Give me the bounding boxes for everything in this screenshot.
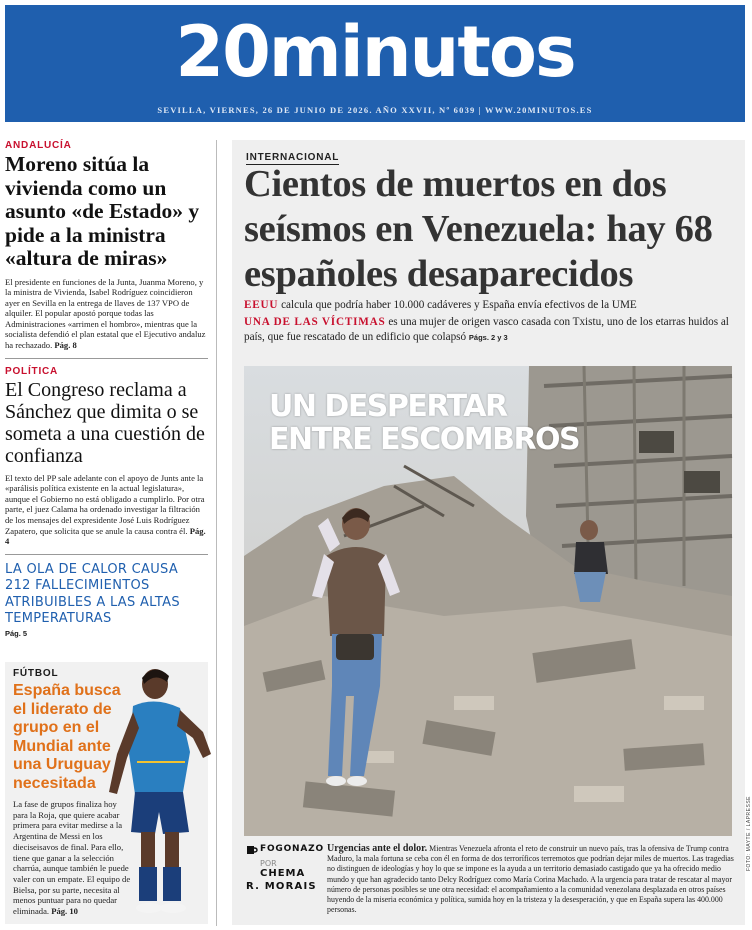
divider — [5, 554, 208, 555]
column-divider — [216, 140, 217, 926]
main-subhead-2 — [244, 315, 738, 345]
main-story — [232, 140, 752, 925]
fogonazo-lead: Urgencias ante el dolor. — [327, 843, 428, 854]
divider — [5, 358, 208, 359]
sub1-text: calcula que podría haber 10.000 cadáveres y España envía efectivos de la UME — [281, 299, 637, 311]
futbol-box — [5, 662, 208, 924]
story2-page: Pág. 4 — [5, 525, 206, 547]
dateline: SEVILLA, VIERNES, 26 DE JUNIO DE 2026. AÑO XXVII, Nº 6039 | WWW.20MINUTOS.ES — [157, 105, 593, 115]
author-first: CHEMA — [260, 868, 306, 879]
mug-icon — [246, 844, 258, 856]
author-last: R. MORAIS — [246, 881, 317, 892]
fogonazo-byline — [246, 844, 324, 892]
fogonazo-by: POR CHEMA — [260, 859, 306, 879]
story2-body: El texto del PP sale adelante con el apoyo de Junts ante la «parálisis política existente en la actual legislatura», aunque el Gobierno no está obligado a cumplirlo. Por otra parte, el juez Calama ha ordenado investigar la filtración de los mensajes del expresidente José Luis Rodríguez Zapatero, que solicita que se anule la causa contra él. Pág. 4 — [5, 472, 206, 547]
main-kicker: INTERNACIONAL — [246, 152, 340, 163]
photo-overlay — [269, 390, 579, 456]
story1-headline[interactable]: Moreno sitúa la vivienda como un asunto «de Estado» y pide a la ministra «altura de miras» — [5, 152, 200, 270]
overlay-line-1: UN DESPERTAR — [269, 389, 507, 424]
story1-body: El presidente en funciones de la Junta, Juanma Moreno, y la ministra de Vivienda, Isabel Rodríguez coincidieron ayer en Sevilla en la entrega de llaves de 137 VPO de alquiler. El popular apostó porque todas las Administraciones «arrimen el hombro», mientras que la socialista defendió el plan estatal que el Ejecutivo andaluz ha rechazado. Pág. 8 — [5, 276, 206, 351]
futbol-text — [13, 668, 131, 917]
story1-page: Pág. 8 — [54, 340, 77, 351]
overlay-line-2: ENTRE ESCOMBROS — [269, 422, 580, 457]
sub2-text: es una mujer de origen vasco casada con Txistu, uno de los etarras huidos al país, que fue rescatado de un edificio que colapsó — [244, 316, 729, 343]
futbol-page: Pág. 10 — [51, 906, 78, 917]
story1-kicker: ANDALUCÍA — [5, 140, 72, 151]
story2-kicker: POLÍTICA — [5, 365, 59, 377]
futbol-headline[interactable]: España busca el liderato de grupo en el Mundial ante una Uruguay necesitada — [13, 682, 121, 792]
left-column — [5, 140, 208, 638]
story3-headline[interactable]: LA OLA DE CALOR CAUSA 212 FALLECIMIENTOS ATRIBUIBLES A LAS ALTAS TEMPERATURAS — [5, 561, 180, 627]
sub2-lead: UNA DE LAS VÍCTIMAS — [244, 316, 386, 328]
photo-credit: FOTO: MAYTE / LAPRESSE — [746, 796, 752, 871]
sub1-lead: EEUU — [244, 299, 279, 311]
story3-page: Pág. 5 — [5, 628, 28, 638]
fogonazo-body: Mientras Venezuela afronta el reto de construir un nuevo país, tras la ofensiva de Trump contra Maduro, la mala fortuna se ceba con él en forma de dos terroríficos terremotos que podrían dejar miles de muertos. Las tragedias no distinguen de ideologías y hoy lo que se impone es la ayuda a un territorio demasiado castigado que ya ha ofrecido medio mundo y que han agradecido tanto Delcy Rodríguez como María Corina Machado. A la urgencia para tratar de rescatar al mayor número de personas posibles se une otra necesidad: el acompañamiento a la comunidad venezolana desplazada en otros países huyendo de la miseria económica y política, sumida hoy en la tristeza y la desesperación, y que en España supera las 400.000 personas. — [327, 844, 734, 915]
story2-headline[interactable]: El Congreso reclama a Sánchez que dimita o se someta a una cuestión de confianza — [5, 378, 205, 467]
fogonazo-text — [327, 844, 735, 915]
main-headline[interactable]: Cientos de muertos en dos seísmos en Venezuela: hay 68 españoles desaparecidos — [244, 163, 713, 295]
futbol-kicker: FÚTBOL — [13, 668, 59, 679]
main-subhead-1 — [244, 298, 738, 313]
futbol-body: La fase de grupos finaliza hoy para la Roja, que quiere acabar primera para evitar medirse a la Argentina de Messi en los dieciseisavos de final. Para ello, tiene que ganar a la selección charrúa, aunque también le puede valer con un empate. El equipo de Bielsa, por su parte, necesita al menos puntuar para no quedar eliminada. Pág. 10 — [13, 799, 131, 917]
logo[interactable]: 20minutos — [175, 11, 575, 93]
masthead — [5, 5, 745, 122]
fogonazo-section: FOGONAZO — [260, 844, 324, 854]
sub2-page: Págs. 2 y 3 — [468, 333, 508, 342]
